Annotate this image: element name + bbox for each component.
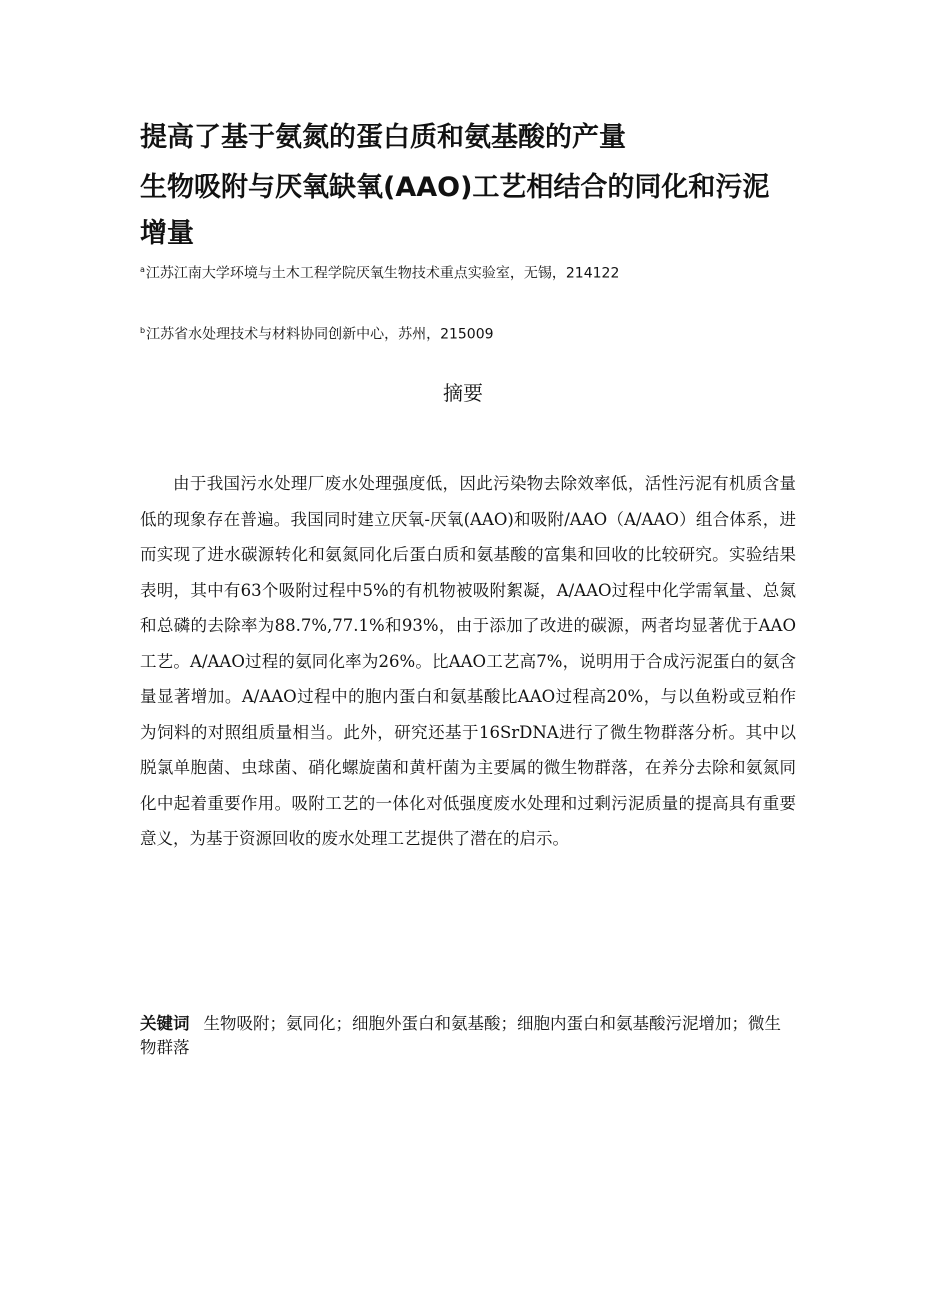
paper-title-line-2: 生物吸附与厌氧缺氧(AAO)工艺相结合的同化和污泥 (140, 172, 770, 203)
abstract-body: 由于我国污水处理厂废水处理强度低，因此污染物去除效率低，活性污泥有机质含量低的现象存在普遍。我国同时建立厌氧-厌氧(AAO)和吸附/AAO（A/AAO）组合体系，进而实现了进水碳源转化和氨氮同化后蛋白质和氨基酸的富集和回收的比较研究。实验结果表明，其中有63个吸附过程中5%的有机物被吸附絮凝，A/AAO过程中化学需氧量、总氮和总磷的去除率为88.7%,77.1%和93%，由于添加了改进的碳源，两者均显著优于AAO工艺。A/AAO过程的氨同化率为26%。比AAO工艺高7%，说明用于合成污泥蛋白的氨含量显著增加。A/AAO过程中的胞内蛋白和氨基酸比AAO过程高20%，与以鱼粉或豆粕作为饲料的对照组质量相当。此外，研究还基于16SrDNA进行了微生物群落分析。其中以脱氯单胞菌、虫球菌、硝化螺旋菌和黄杆菌为主要属的微生物群落，在养分去除和氨氮同化中起着重要作用。吸附工艺的一体化对低强度废水处理和过剩污泥质量的提高具有重要意义，为基于资源回收的废水处理工艺提供了潜在的启示。 (140, 474, 796, 848)
abstract-heading: 摘要 (443, 381, 483, 405)
affiliation-b-mark: b (140, 326, 146, 335)
paper-title-line-3: 增量 (140, 218, 194, 249)
keywords-text: 生物吸附；氨同化；细胞外蛋白和氨基酸；细胞内蛋白和氨基酸污泥增加；微生物群落 (140, 1014, 781, 1057)
affiliation-a-mark: a (140, 265, 145, 274)
affiliation-a (140, 259, 619, 285)
affiliation-a-text: 江苏江南大学环境与土木工程学院厌氧生物技术重点实验室，无锡，214122 (145, 265, 620, 282)
keywords (140, 1012, 796, 1060)
affiliation-b (140, 320, 494, 346)
paper-title-line-1: 提高了基于氨氮的蛋白质和氨基酸的产量 (140, 122, 626, 153)
affiliation-b-text: 江苏省水处理技术与材料协同创新中心，苏州，215009 (146, 326, 494, 343)
keywords-label: 关键词 (140, 1014, 190, 1033)
